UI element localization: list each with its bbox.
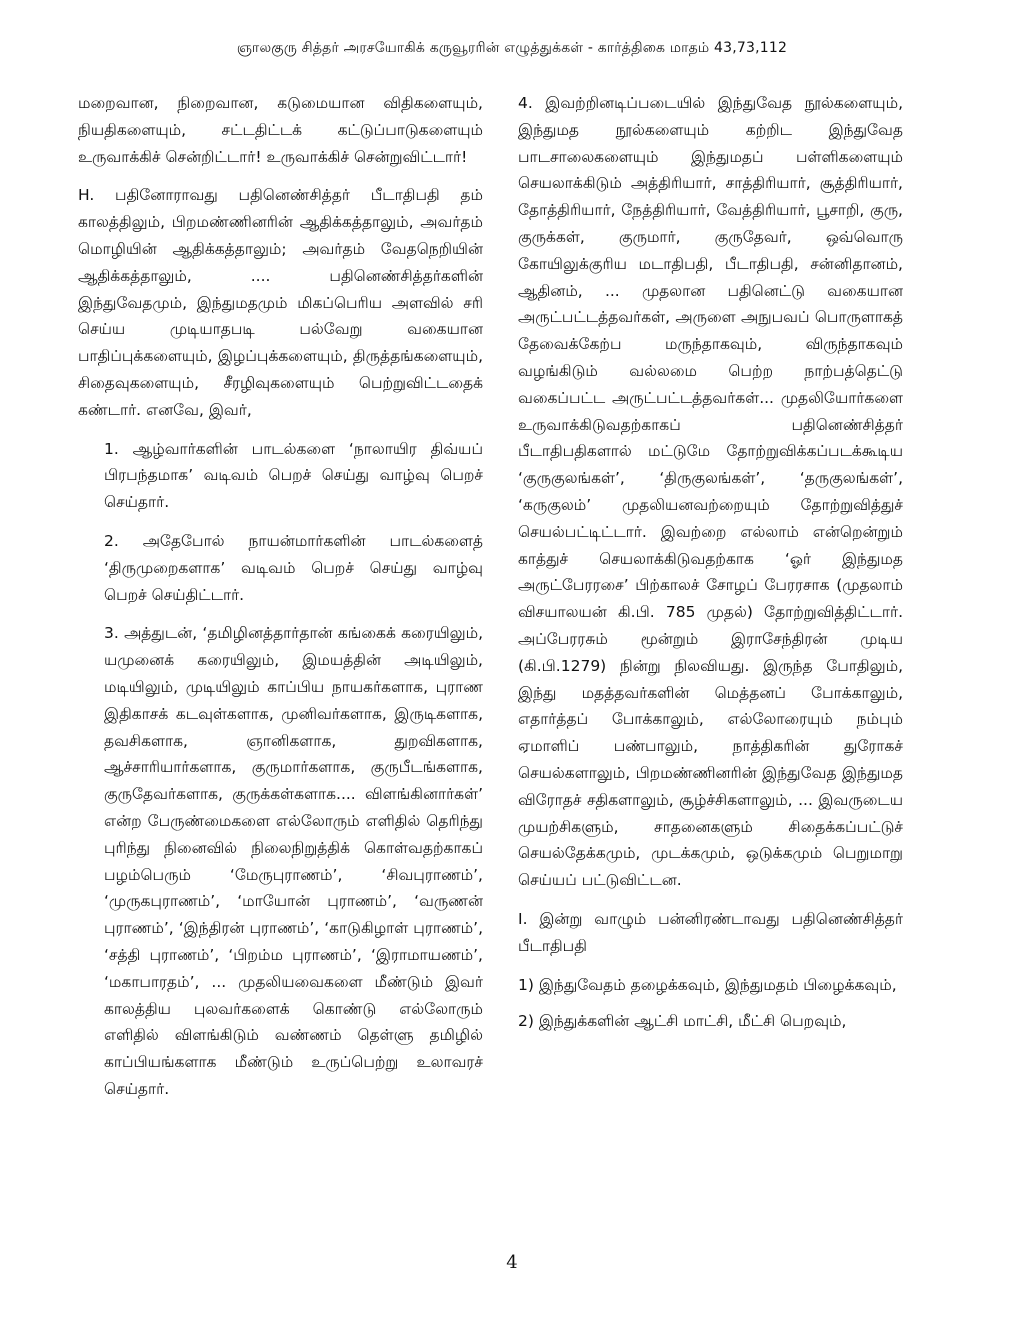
- paragraph-continuation: மறைவான, நிறைவான, கடுமையான விதிகளையும், நியதிகளையும், சட்டதிட்டக் கட்டுப்பாடுகளையும் உருவாக்கிச் சென்றிட்டார்! உருவாக்கிச் சென்றுவிட்டார்!: [78, 94, 483, 166]
- running-header: ஞாலகுரு சித்தர் அரசயோகிக் கருவூரரின் எழுத்துக்கள் - கார்த்திகை மாதம் 43,73,112: [236, 40, 788, 56]
- page-number: 4: [506, 1252, 518, 1273]
- right-column: [518, 90, 903, 1045]
- list-item-3: 3. அத்துடன், ‘தமிழினத்தார்தான் கங்கைக் கரையிலும், யமுனைக் கரையிலும், இமயத்தின் அடியிலும், மடியிலும், முடியிலும் காப்பிய நாயகர்களாக, புராண இதிகாசக் கடவுள்களாக, முனிவர்களாக, இருடிகளாக, தவசிகளாக, ஞானிகளாக, துறவிகளாக, ஆச்சாரியார்களாக, குருமார்களாக, குருபீடங்களாக, குருதேவர்களாக, குருக்கள்களாக.... விளங்கினார்கள்’ என்ற பேருண்மைகளை எல்லோரும் எளிதில் தெரிந்து புரிந்து நினைவில் நிலைநிறுத்திக் கொள்வதற்காகப் பழம்பெரும் ‘மேருபுராணம்’, ‘சிவபுராணம்’, ‘முருகபுராணம்’, ‘மாயோன் புராணம்’, ‘வருணன் புராணம்’, ‘இந்திரன் புராணம்’, ‘காடுகிழாள் புராணம்’, ‘சத்தி புராணம்’, ‘பிறம்ம புராணம்’, ‘இராமாயணம்’, ‘மகாபாரதம்’, ... முதலியவைகளை மீண்டும் இவர் காலத்திய புலவர்களைக் கொண்டு எல்லோரும் எளிதில் விளங்கிடும் வண்ணம் தெள்ளு தமிழில் காப்பியங்களாக மீண்டும் உருப்பெற்று உலாவரச் செய்தார்.: [104, 624, 483, 1098]
- list-item-4: 4. இவற்றினடிப்படையில் இந்துவேத நூல்களையும், இந்துமத நூல்களையும் கற்றிட இந்துவேத பாடசாலைகளையும் இந்துமதப் பள்ளிகளையும் செயலாக்கிடும் அத்திரியார், சாத்திரியார், சூத்திரியார், தோத்திரியார், நேத்திரியார், வேத்திரியார், பூசாறி, குரு, குருக்கள், குருமார், குருதேவர், ஒவ்வொரு கோயிலுக்குரிய மடாதிபதி, பீடாதிபதி, சன்னிதானம், ஆதினம், ... முதலான பதினெட்டு வகையான அருட்பட்டத்தவர்கள், அருளை அநுபவப் பொருளாகத் தேவைக்கேற்ப மருந்தாகவும், விருந்தாகவும் வழங்கிடும் வல்லமை பெற்ற நாற்பத்தெட்டு வகைப்பட்ட அருட்பட்டத்தவர்கள்... முதலியோர்களை உருவாக்கிடுவதற்காகப் பதினெண்சித்தர் பீடாதிபதிகளால் மட்டுமே தோற்றுவிக்கப்படக்கூடிய ‘குருகுலங்கள்’, ‘திருகுலங்கள்’, ‘தருகுலங்கள்’, ‘கருகுலம்’ முதலியனவற்றையும் தோற்றுவித்துச் செயல்பட்டிட்டார். இவற்றை எல்லாம் என்றென்றும் காத்துச் செயலாக்கிடுவதற்காக ‘ஓர் இந்துமத அருட்பேரரசை’ பிற்காலச் சோழப் பேரரசாக (முதலாம் விசயாலயன் கி.பி. 785 முதல்) தோற்றுவித்திட்டார். அப்பேரரசும் மூன்றும் இராசேந்திரன் முடிய (கி.பி.1279) நின்று நிலவியது. இருந்த போதிலும், இந்து மதத்தவர்களின் மெத்தனப் போக்காலும், எதார்த்தப் போக்காலும், எல்லோரையும் நம்பும் ஏமாளிப் பண்பாலும், நாத்திகரின் துரோகச் செயல்களாலும், பிறமண்ணினரின் இந்துவேத இந்துமத விரோதச் சதிகளாலும், சூழ்ச்சிகளாலும், ... இவருடைய முயற்சிகளும், சாதனைகளும் சிதைக்கப்பட்டுச் செயல்தேக்கமும், முடக்கமும், ஒடுக்கமும் பெறுமாறு செய்யப் பட்டுவிட்டன.: [518, 94, 903, 890]
- paragraph-I: I. இன்று வாழும் பன்னிரண்டாவது பதினெண்சித்தர் பீடாதிபதி: [518, 909, 903, 955]
- list-item-2: 2. அதேபோல் நாயன்மார்களின் பாடல்களைத் ‘திருமுறைகளாக’ வடிவம் பெறச் செய்து வாழ்வு பெறச் செய்திட்டார்.: [104, 531, 483, 604]
- left-column: [78, 90, 483, 1115]
- paragraph-H: H. பதினோராவது பதினெண்சித்தர் பீடாதிபதி தம் காலத்திலும், பிறமண்ணினரின் ஆதிக்கத்தாலும், அவர்தம் மொழியின் ஆதிக்கத்தாலும்; அவர்தம் வேதநெறியின் ஆதிக்கத்தாலும், .... பதினெண்சித்தர்களின் இந்துவேதமும், இந்துமதமும் மிகப்பெரிய அளவில் சரி செய்ய முடியாதபடி பல்வேறு வகையான பாதிப்புக்களையும், இழப்புக்களையும், திருத்தங்களையும், சிதைவுகளையும், சீரழிவுகளையும் பெற்றுவிட்டதைக் கண்டார். எனவே, இவர்,: [78, 186, 483, 419]
- sub-item-2: 2) இந்துக்களின் ஆட்சி மாட்சி, மீட்சி பெறவும்,: [518, 1012, 847, 1031]
- sub-item-1: 1) இந்துவேதம் தழைக்கவும், இந்துமதம் பிழைக்கவும்,: [518, 975, 897, 994]
- list-item-1: 1. ஆழ்வார்களின் பாடல்களை ‘நாலாயிர திவ்யப் பிரபந்தமாக’ வடிவம் பெறச் செய்து வாழ்வு பெறச் செய்தார்.: [104, 439, 483, 512]
